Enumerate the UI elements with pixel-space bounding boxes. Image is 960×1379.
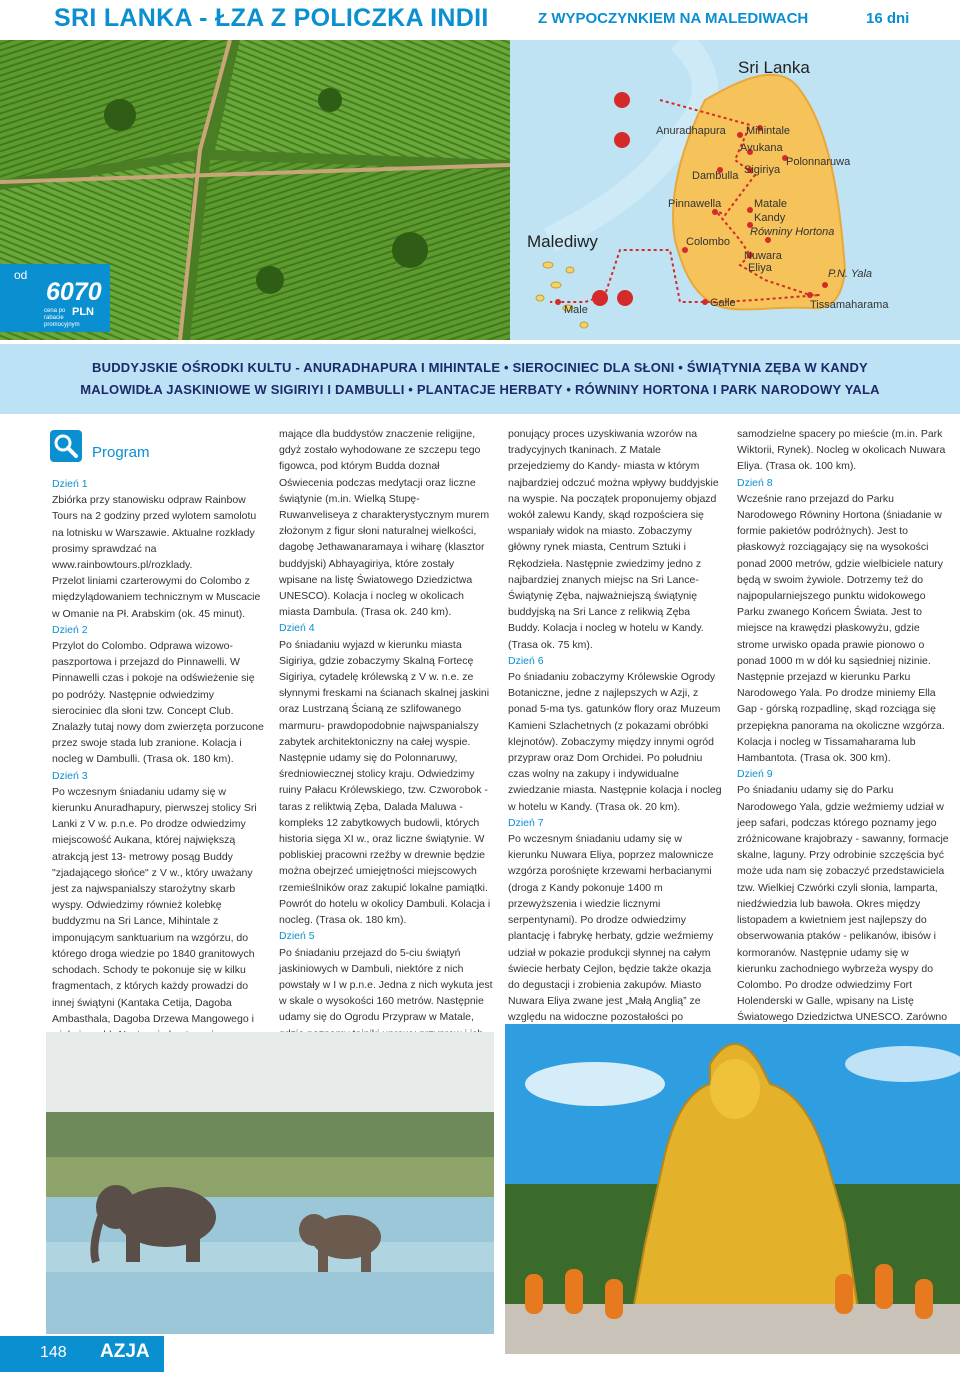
highlights-band (0, 344, 960, 414)
itinerary-paragraph: Po śniadaniu zobaczymy Królewskie Ogrody Botaniczne, jedne z najlepszych w Azji, z ponad 5-ma tys. gatunków flory oraz Muzeum Kamieni Szlachetnych (z pokazami obróbki klejnotów). Zobaczymy między innymi ogród przypraw oraz Dom Orchidei. Po południu czas wolny na zakupy i indywidualne zwiedzanie miasta. Następnie kolacja i nocleg w hotelu w Kandy. (Trasa ok. 20 km). (508, 671, 722, 813)
map-label-mihintale: Mihintale (746, 125, 791, 137)
page-title: SRI LANKA - ŁZA Z POLICZKA INDII (54, 4, 489, 32)
magnifier-icon (50, 430, 82, 462)
highlights-line-1: BUDDYJSKIE OŚRODKI KULTU - ANURADHAPURA I MIHINTALE • SIEROCINIEC DLA SŁONI • ŚWIĄTYNIA ZĘBA W KANDY (92, 360, 868, 375)
day-heading: Dzień 1 (52, 478, 88, 490)
itinerary-paragraph: Wcześnie rano przejazd do Parku Narodowego Równiny Hortona (śniadanie w formie pakietów podróżnych). Jest to płaskowyż rozciągający się na wysokości ponad 2000 metrów, gdzie wielbiciele natury będą w swoim żywiole. Dotrzemy też do najpopularniejszego punktu widokowego Parku zwanego Końcem Świata. Jest to miejsce na krawędzi płaskowyżu, gdzie strome urwisko opada prawie pionowo o ponad 1000 m w dół ku sąsiedniej nizinie. Następnie przejazd w kierunku Parku Narodowego Yala. Po drodze miniemy Ella Gap - górską rozpadlinę, skąd rozciąga się przepiękna panorama na okoliczne wzgórza. Kolacja i nocleg w Tissamaharama lub Hambantota. (Trasa ok. 300 km). (737, 492, 945, 765)
map-label-anuradhapura: Anuradhapura (656, 125, 726, 137)
itinerary-paragraph: Po śniadaniu udamy się do Parku Narodowego Yala, gdzie weźmiemy udział w jeep safari, podczas którego poznamy jego zróżnicowane krajobrazy - sawanny, formacje skalne, laguny. Przy odrobinie szczęścia być może uda nam się zobaczyć przedstawiciela tzw. Wielkiej Czwórki czyli słonia, lamparta, niedźwiedzia lub bawoła. Okres między listopadem a kwietniem jest najlepszy do obserwowania ptaków - pelikanów, ibisów i kormoranów. Następnie udamy się w kierunku zachodniego wybrzeża wyspy do Colombo. Po drodze odwiedzimy Fort Holenderski w Galle, wpisany na Listę Światowego Dziedzictwa UNESCO. Zarówno (737, 784, 949, 1024)
itinerary-paragraph: Zbiórka przy stanowisku odpraw Rainbow Tours na 2 godziny przed wylotem samolotu na lotnisku w Warszawie. Aktualne rozkłady prosimy sprawdzać na www.rainbowtours.pl/rozklady. (52, 494, 257, 572)
map-label-kandy: Kandy (754, 212, 786, 224)
itinerary-paragraph: Po śniadaniu przejazd do 5-ciu świątyń jaskiniowych w Dambuli, niektóre z nich powstały w I w p.n.e. Jedna z nich wykuta jest w skale o wysokości 160 metrów. Następnie udamy się do Ogrodu Przypraw w Matale, (279, 946, 493, 1024)
itinerary-paragraph: Po śniadaniu wyjazd w kierunku miasta Sigiriya, gdzie zobaczymy Skalną Fortecę Sigiriya, cytadelę królewską z V w. n.e. ze słynnymi freskami na ścianach skalnej jaskini oraz Lustrzaną Ścianą ze szlifowanego marmuru- prawdopodobnie najwspanialszy zabytek architektoniczny na całej wyspie. Następnie udamy się do Polonnaruwy, średniowiecznej stolicy kraju. Odwiedzimy ruiny Pałacu Królewskiego, tzw. Czworobok - taras z reliktwią Zęba, Dalada Maluwa - kompleks 12 zabytkowych budowli, których historia sięga XI w., oraz liczne świątynie. W pobliskiej pracowni rzeźby w drewnie będzie można obejrzeć umiejętności miejscowych rzemieślników oraz zakupić lokalne pamiątki. Powrót do hotelu w okolicy Dambuli. Kolacja i nocleg. (Trasa ok. 180 km). (279, 638, 491, 927)
price-badge (0, 264, 110, 332)
price-prefix: od (14, 268, 28, 282)
price-currency: PLN (72, 306, 94, 318)
map-label-maldives: Malediwy (527, 232, 598, 251)
itinerary-paragraph: Po wczesnym śniadaniu udamy się w kierunku Nuwara Eliya, poprzez malownicze wzgórza porośnięte krzewami herbacianymi (droga z Kandy pokonuje 1400 m przewyższenia i wiedzie licznymi serpentynami). Po drodze odwiedzimy plantację i fabrykę herbaty, gdzie weźmiemy udział w pokazie produkcji słynnej na całym świecie herbaty Cejlon, będzie także okazja do degustacji i zrobienia zakupów. Miasto Nuwara Eliya zwane jest „Małą Anglią” ze względu na widoczne pozostałości po (508, 833, 714, 1024)
itinerary-column-4 (737, 426, 951, 1074)
map-label-country: Sri Lanka (738, 58, 810, 77)
map-label-nuwara: Nuwara (744, 250, 782, 262)
golden-buddha-photo (505, 1024, 960, 1354)
map-label-eliya: Eliya (748, 262, 772, 274)
itinerary-paragraph: samodzielne spacery po mieście (m.in. Park Wiktorii, Rynek). Nocleg w okolicach Nuwara Eliya. (Trasa ok. 100 km). (737, 428, 946, 473)
day-heading: Dzień 8 (737, 476, 773, 489)
highlights-line-2: MALOWIDŁA JASKINIOWE W SIGIRIYI I DAMBULLI • PLANTACJE HERBATY • RÓWNINY HORTONA I PARK NARODOWY YALA (80, 382, 880, 397)
page-subtitle: Z WYPOCZYNKIEM NA MALEDIWACH (538, 10, 809, 27)
map-label-galle: Galle (710, 297, 736, 309)
map-label-polonnaruwa: Polonnaruwa (786, 156, 851, 168)
route-map (510, 40, 960, 340)
trip-duration: 16 dni (866, 10, 910, 27)
map-label-male: Male (564, 304, 588, 316)
day-heading: Dzień 3 (52, 769, 88, 782)
page-number: 148 (40, 1344, 67, 1361)
map-label-yala: P.N. Yala (828, 268, 873, 280)
elephants-photo (46, 1032, 494, 1334)
itinerary-column-2 (279, 426, 493, 1074)
map-label-matale: Matale (754, 198, 788, 210)
itinerary-paragraph: Po wczesnym śniadaniu udamy się w kierunku Anuradhapury, pierwszej stolicy Sri Lanki z V w. p.n.e. Po drodze odwiedzimy miejscowość Aukana, której największą atrakcją jest 13- metrowy posąg Buddy "zjadającego słońce" z V w., który uważany jest za najwspanialszy starożytny skarb wyspy. Odwiedzimy również kolebkę buddyzmu na Sri Lance, Mihintale z imponującym sanktuarium na wzgórzu, do którego droga wiedzie po 1840 granitowych schodach. Schody te pokonuje się w kilku fragmentach, z których każdy prowadzi do innej świątyni (Kantaka Cetija, Dagoba Ambasthala, Dagoba Drzewa Mangowego i (52, 785, 257, 1025)
map-label-avukana: Avukana (740, 142, 783, 154)
map-label-sigiriya: Sigiriya (744, 164, 781, 176)
day-heading: Dzień 4 (279, 622, 315, 635)
itinerary-column-1 (52, 476, 266, 1076)
map-label-dambulla: Dambulla (692, 170, 739, 182)
day-heading: Dzień 2 (52, 623, 88, 636)
day-heading: Dzień 6 (508, 654, 544, 667)
day-heading: Dzień 9 (737, 768, 773, 781)
itinerary-paragraph: ponujący proces uzyskiwania wzorów na tradycyjnych tkaninach. Z Matale przejedziemy do Kandy- miasta w którym najbardziej odczuć można wpływy buddyjskie na wyspie. Na początek proponujemy objazd wokół zalewu Kandy, skąd rozpościera się wspaniały widok na miasto. Zobaczymy główny rynek miasta, Centrum Sztuki i Rękodzieła. Następnie zwiedzimy jedno z najbardziej znanych miejsc na Sri Lance- Świątynię Zęba, najważniejszą świątynię buddyjską na Sri Lance z relikwią Zęba Buddy. Kolacja i nocleg w hotelu w Kandy. (Trasa ok. 75 km). (508, 428, 719, 651)
map-label-pinnawella: Pinnawella (668, 198, 722, 210)
map-label-tissamaharama: Tissamaharama (810, 299, 889, 311)
itinerary-paragraph: Przelot liniami czarterowymi do Colombo z międzylądowaniem technicznym w Muscacie w Omanie na Pł. Arabskim (ok. 45 minut). (52, 575, 261, 620)
map-label-horton-plains: Równiny Hortona (750, 226, 835, 238)
map-label-colombo: Colombo (686, 236, 731, 248)
price-note: cena po rabacie promocyjnym (44, 308, 80, 328)
itinerary-paragraph: Przylot do Colombo. Odprawa wizowo-paszportowa i przejazd do Pinnawelli. W Pinnawelli czas i pokoje na odświeżenie się po podróży. Następnie odwiedzimy sierociniec dla słoni tzw. Concept Club. Znalazły tutaj nowy dom zwierzęta porzucone przez swoje stada lub zranione. Kolacja i nocleg w Dambulli. (Trasa ok. 180 km). (52, 640, 264, 766)
program-heading: Program (92, 444, 150, 461)
region-label: AZJA (100, 1341, 150, 1362)
itinerary-column-3 (508, 426, 722, 1058)
page-footer (0, 1336, 164, 1372)
day-heading: Dzień 5 (279, 930, 315, 943)
day-heading: Dzień 7 (508, 816, 544, 829)
price-amount: 6070 (46, 278, 102, 306)
itinerary-paragraph: mające dla buddystów znaczenie religijne, gdyż zostało wyhodowane ze szczepu tego figowca, pod którym Budda doznał Oświecenia podczas medytacji oraz liczne świątynie (m.in. Wielką Stupę- Ruwanveliseya z charakterystycznym murem złożonym z figur słoni naturalnej wielkości, dagobę Jethawanaramaya i wiharę (klasztor buddyjski) Abhayagiriya, które zostały wpisane na listę Światowego Dziedzictwa UNESCO). Kolacja i nocleg w okolicach miasta Dambula. (Trasa ok. 240 km). (279, 428, 490, 619)
page-header (0, 0, 960, 40)
